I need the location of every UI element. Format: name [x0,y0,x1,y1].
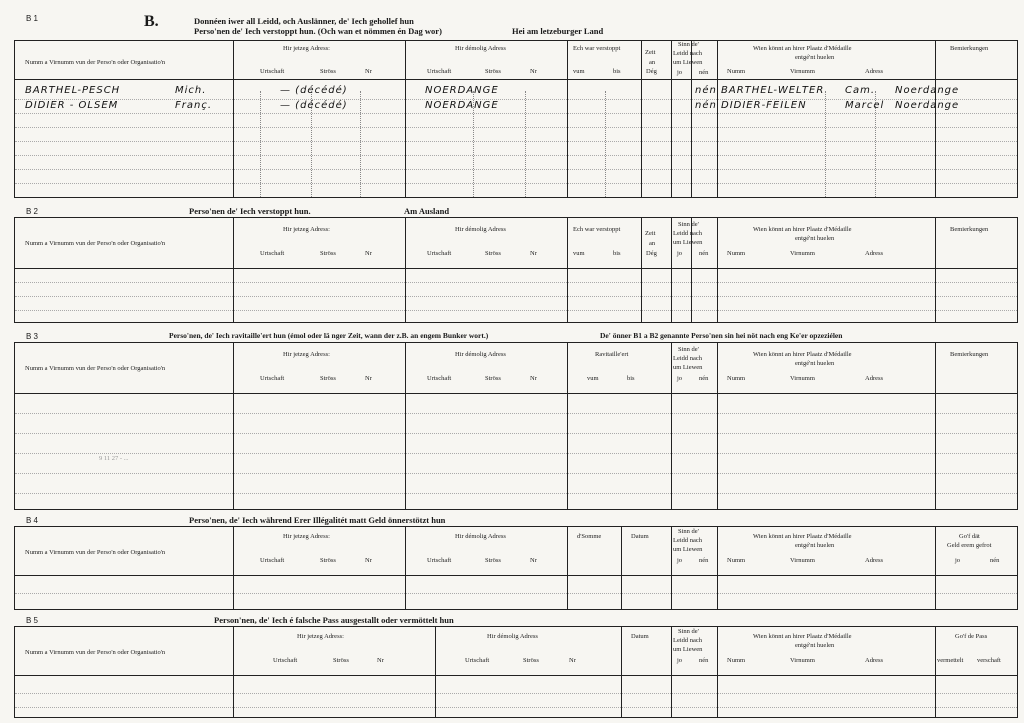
entry-name: BARTHEL-PESCH [25,85,121,96]
col-time: Zeit [645,230,656,237]
col-medal-name: Numm [727,250,746,257]
col-supplied: Ravitaille'ert [595,351,629,358]
col-alive: Sinn de' [678,528,699,535]
col-remarks: Bemierkungen [950,45,989,52]
col-current-address: Hir jetzeg Adress: [283,351,330,358]
col-days: Dég [646,250,657,257]
col-medal-address: Adress [865,657,884,664]
col-money-returned: Geld erem gefrot [947,542,992,549]
col-current-address: Hir jetzeg Adress: [297,633,344,640]
col-from: vum [573,250,585,257]
table-b4 [14,526,1018,610]
entry-alive-no: nén [695,85,717,96]
col-urtschaft: Urtschaft [427,68,452,75]
col-yes: jo [677,375,683,382]
col-no: nén [699,375,709,382]
col-yes: jo [677,250,683,257]
col-no: nén [990,557,1000,564]
section-title-note: De' önner B1 a B2 genannte Perso'nen sin hei nöt nach eng Ke'er opzeziélen [600,331,843,340]
col-nr: Nr [530,250,537,257]
col-current-address: Hir jetzeg Adress: [283,226,330,233]
col-nr: Nr [530,557,537,564]
col-old-address: Hir démolig Adress [455,351,506,358]
entry-firstname: Franç. [175,100,213,111]
col-remarks: Bemierkungen [950,226,989,233]
col-remarks: Bemierkungen [950,351,989,358]
col-medal-address: Adress [865,250,884,257]
col-medal-name: Numm [727,68,746,75]
col-stross: Ströss [523,657,539,664]
entry-current-address: — (décédé) [280,85,348,96]
col-alive: Leidd nach [673,537,703,544]
col-alive: Sinn de' [678,41,699,48]
entry-medal-address: Noerdange [895,85,960,96]
col-from: vum [587,375,599,382]
col-urtschaft: Urtschaft [465,657,490,664]
col-stross: Ströss [333,657,349,664]
col-alive: Leidd nach [673,50,703,57]
col-no: nén [699,69,709,76]
col-stross: Ströss [320,375,336,382]
entry-firstname: Mich. [175,85,207,96]
col-medal-name: Numm [727,375,746,382]
entry-medal-name: BARTHEL-WELTER [721,85,825,96]
section-label: B 2 [26,207,39,216]
col-alive: Leidd nach [673,637,703,644]
col-pass-provided: verschaft [977,657,1001,664]
col-urtschaft: Urtschaft [260,375,285,382]
col-current-address: Hir jetzeg Adress: [283,533,330,540]
col-urtschaft: Urtschaft [260,68,285,75]
entry-medal-name: DIDIER-FEILEN [721,100,807,111]
section-b5 [14,614,1018,718]
col-yes: jo [955,557,961,564]
col-old-address: Hir démolig Adress [455,226,506,233]
col-date: Datum [631,533,649,540]
col-medal: Wien könnt an hirer Plaatz d'Médaille [753,226,852,233]
col-money-returned: Go'f dät [959,533,980,540]
col-alive: um Liewen [673,59,703,66]
col-alive: Leidd nach [673,355,703,362]
section-b2 [14,205,1018,323]
entry-current-address: — (décédé) [280,100,348,111]
col-medal: Wien könnt an hirer Plaatz d'Médaille [753,351,852,358]
section-subtitle: Perso'nen de' Iech verstoppt hun. (Och wan et nömmen én Dag wor) [194,26,442,36]
col-old-address: Hir démolig Adress [455,533,506,540]
section-b1-header [14,12,1018,41]
entry-medal-firstname: Cam. [845,85,876,96]
col-time-in: an [649,59,656,66]
col-alive: Sinn de' [678,628,699,635]
col-medal: entgé'nt huelen [795,54,835,61]
col-yes: jo [677,657,683,664]
col-to: bis [613,68,621,75]
col-no: nén [699,657,709,664]
entry-old-place: NOERDANGE [425,85,499,96]
section-label: B 3 [26,332,39,341]
col-alive: Sinn de' [678,346,699,353]
col-time: Zeit [645,49,656,56]
col-medal-address: Adress [865,557,884,564]
col-name: Numm a Virnumm vun der Perso'n oder Organisatio'n [25,649,166,656]
col-urtschaft: Urtschaft [260,557,285,564]
col-current-address: Hir jetzeg Adress: [283,45,330,52]
col-alive: um Liewen [673,364,703,371]
entry-medal-firstname: Marcel [845,100,885,111]
col-nr: Nr [365,68,372,75]
section-label: B 4 [26,516,39,525]
col-alive: um Liewen [673,239,703,246]
col-medal: entgé'nt huelen [795,360,835,367]
col-medal-name: Numm [727,557,746,564]
section-title: Donnéen iwer all Leidd, och Auslänner, de' Iech gehollef hun [194,16,414,26]
col-pass-arranged: vermettelt [937,657,964,664]
col-alive: Sinn de' [678,221,699,228]
col-date: Datum [631,633,649,640]
entry-name: DIDIER - OLSEM [25,100,119,111]
entry-medal-address: Noerdange [895,100,960,111]
col-medal: entgé'nt huelen [795,542,835,549]
col-sum: d'Somme [577,533,602,540]
col-urtschaft: Urtschaft [260,250,285,257]
col-name: Numm a Virnumm vun der Perso'n oder Organisatio'n [25,549,166,556]
col-to: bis [613,250,621,257]
col-urtschaft: Urtschaft [427,375,452,382]
col-stross: Ströss [320,250,336,257]
col-nr: Nr [530,68,537,75]
col-nr: Nr [365,375,372,382]
section-b4 [14,514,1018,610]
section-letter: B. [144,13,159,30]
section-label: B 5 [26,616,39,625]
col-medal: entgé'nt huelen [795,235,835,242]
col-medal-first: Virnumm [790,68,815,75]
section-subtitle-location: Hei am letzeburger Land [512,26,604,36]
table-b2 [14,217,1018,323]
section-title-location: Am Ausland [404,206,450,216]
table-b3 [14,342,1018,510]
section-b1 [14,12,1018,198]
col-stross: Ströss [485,557,501,564]
col-time-in: an [649,240,656,247]
col-old-address: Hir démolig Adress [487,633,538,640]
col-urtschaft: Urtschaft [427,557,452,564]
col-alive: Leidd nach [673,230,703,237]
table-b1 [14,40,1018,198]
col-urtschaft: Urtschaft [273,657,298,664]
entry-alive-no: nén [695,100,717,111]
col-name: Numm a Virnumm vun der Perso'n oder Organisatio'n [25,365,166,372]
col-medal-first: Virnumm [790,557,815,564]
col-alive: um Liewen [673,546,703,553]
section-title: Perso'nen, de' Iech während Erer Illégalitét matt Geld önnerstötzt hun [189,515,446,525]
col-medal-address: Adress [865,375,884,382]
table-b5 [14,626,1018,718]
col-nr: Nr [365,557,372,564]
col-stross: Ströss [485,250,501,257]
col-medal-first: Virnumm [790,657,815,664]
col-hidden: Ech war verstoppt [573,226,621,233]
col-stross: Ströss [485,375,501,382]
section-title: Perso'nen, de' Iech ravitaille'ert hun (émol oder lä nger Zeit, wann der z.B. an engem Bunker wort.) [169,331,489,340]
col-medal: Wien könnt an hirer Plaatz d'Médaille [753,633,852,640]
col-medal-first: Virnumm [790,375,815,382]
section-label: B 1 [26,14,39,23]
col-medal: Wien könnt an hirer Plaatz d'Médaille [753,533,852,540]
pencil-note: 9 11 27 - ... [99,455,129,462]
col-nr: Nr [377,657,384,664]
col-to: bis [627,375,635,382]
col-name: Numm a Virnumm vun der Perso'n oder Organisatio'n [25,59,166,66]
col-days: Dég [646,68,657,75]
section-title: Person'nen, de' Iech é falsche Pass ausgestallt oder vermöttelt hun [214,615,454,625]
col-yes: jo [677,557,683,564]
col-old-address: Hir démolig Adress [455,45,506,52]
col-no: nén [699,250,709,257]
col-name: Numm a Virnumm vun der Perso'n oder Organisatio'n [25,240,166,247]
col-from: vum [573,68,585,75]
col-medal-address: Adress [865,68,884,75]
section-title: Perso'nen de' Iech verstoppt hun. [189,206,311,216]
entry-old-place: NOERDANGE [425,100,499,111]
col-pass: Go'f de Pass [955,633,988,640]
col-no: nén [699,557,709,564]
col-medal: entgé'nt huelen [795,642,835,649]
col-nr: Nr [530,375,537,382]
col-hidden: Ech war verstoppt [573,45,621,52]
col-medal: Wien könnt an hirer Plaatz d'Médaille [753,45,852,52]
col-nr: Nr [365,250,372,257]
col-stross: Ströss [320,557,336,564]
section-b3 [14,330,1018,510]
col-stross: Ströss [485,68,501,75]
col-medal-name: Numm [727,657,746,664]
col-yes: jo [677,69,683,76]
col-urtschaft: Urtschaft [427,250,452,257]
col-stross: Ströss [320,68,336,75]
col-nr: Nr [569,657,576,664]
col-alive: um Liewen [673,646,703,653]
col-medal-first: Virnumm [790,250,815,257]
